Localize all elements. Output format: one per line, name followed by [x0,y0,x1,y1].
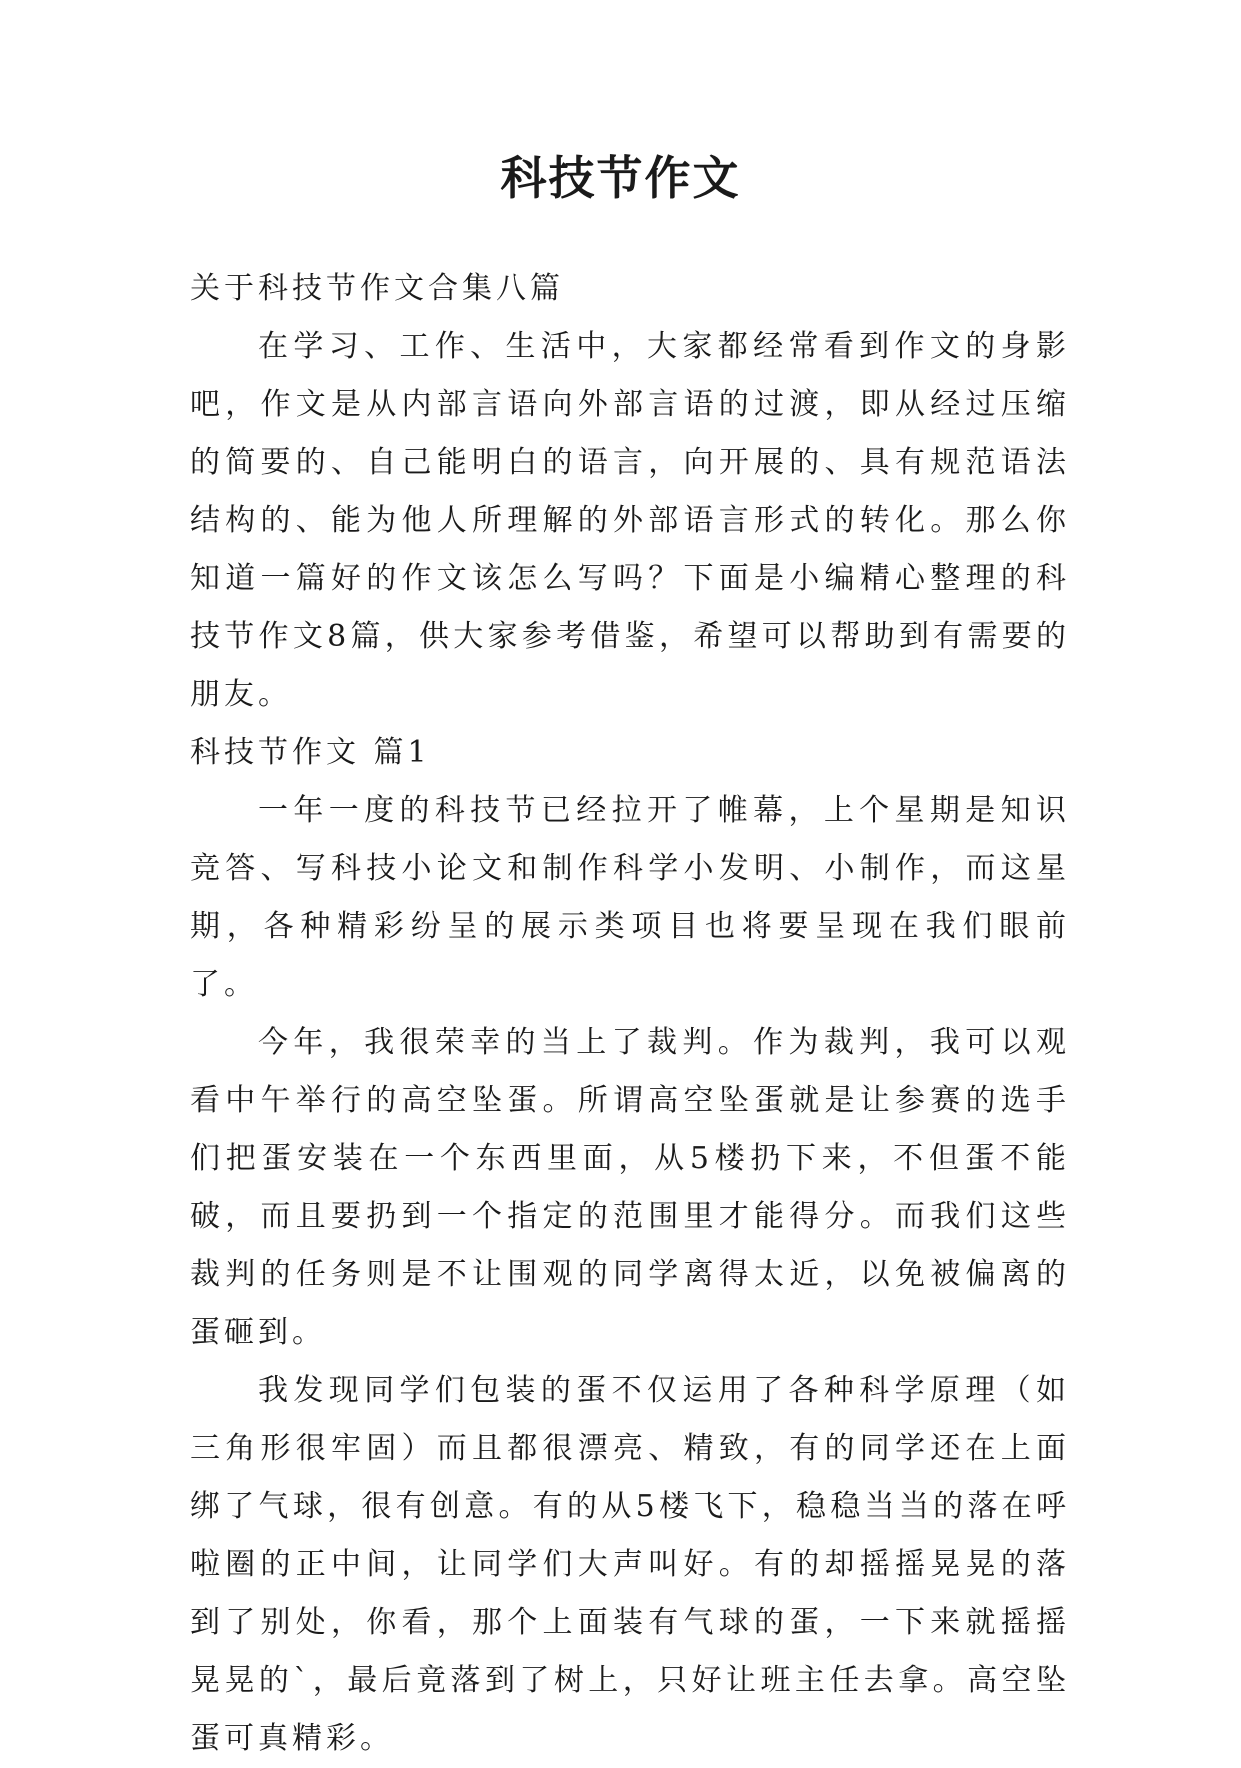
collection-heading: 关于科技节作文合集八篇 [190,271,564,306]
body-paragraph: 今年，我很荣幸的当上了裁判。作为裁判，我可以观看中午举行的高空坠蛋。所谓高空坠蛋就是让参赛的选手们把蛋安装在一个东西里面，从5楼扔下来，不但蛋不能破，而且要扔到一个指定的范围里才能得分。而我们这些裁判的任务则是不让围观的同学离得太近，以免被偏离的蛋砸到。 [190,1025,1070,1350]
section-heading: 科技节作文 篇1 [190,735,431,770]
intro-paragraph: 在学习、工作、生活中，大家都经常看到作文的身影吧，作文是从内部言语向外部言语的过渡，即从经过压缩的简要的、自己能明白的语言，向开展的、具有规范语法结构的、能为他人所理解的外部语言形式的转化。那么你知道一篇好的作文该怎么写吗？下面是小编精心整理的科技节作文8篇，供大家参考借鉴，希望可以帮助到有需要的朋友。 [190,329,1070,712]
body-paragraph: 一年一度的科技节已经拉开了帷幕，上个星期是知识竞答、写科技小论文和制作科学小发明、小制作，而这星期，各种精彩纷呈的展示类项目也将要呈现在我们眼前了。 [190,793,1070,1002]
document-body [190,260,1070,1768]
body-paragraph: 我发现同学们包装的蛋不仅运用了各种科学原理（如三角形很牢固）而且都很漂亮、精致，有的同学还在上面绑了气球，很有创意。有的从5楼飞下，稳稳当当的落在呼啦圈的正中间，让同学们大声叫好。有的却摇摇晃晃的落到了别处，你看，那个上面装有气球的蛋，一下来就摇摇晃晃的`，最后竟落到了树上，只好让班主任去拿。高空坠蛋可真精彩。 [190,1373,1070,1756]
document-title: 科技节作文 [500,151,741,205]
